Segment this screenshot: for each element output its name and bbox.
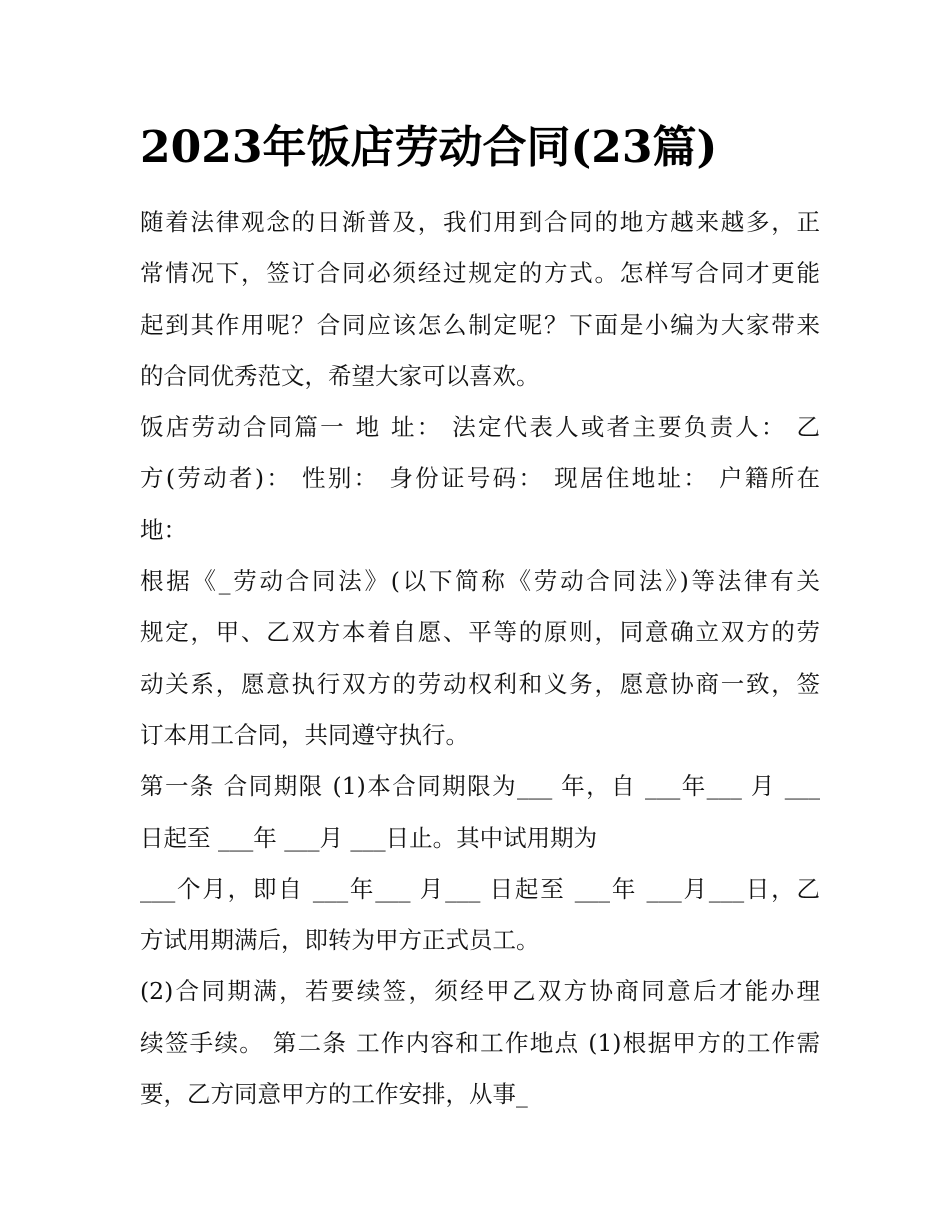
- paragraph-line: (2)合同期满，若要续签，须经甲乙双方协商同意后才能办理: [140, 977, 820, 1006]
- paragraph-line: 常情况下，签订合同必须经过规定的方式。怎样写合同才更能: [140, 259, 820, 288]
- paragraph-line: 要，乙方同意甲方的工作安排，从事_: [140, 1080, 528, 1109]
- paragraph-line: 起到其作用呢？合同应该怎么制定呢？下面是小编为大家带来: [140, 310, 820, 339]
- paragraph-line: 根据《_劳动合同法》(以下简称《劳动合同法》)等法律有关: [140, 567, 820, 596]
- paragraph-line: 日起至 ___年 ___月 ___日止。其中试用期为: [140, 823, 598, 852]
- paragraph-line: 随着法律观念的日渐普及，我们用到合同的地方越来越多，正: [140, 208, 820, 236]
- paragraph-line: 规定，甲、乙双方本着自愿、平等的原则，同意确立双方的劳: [140, 618, 820, 647]
- paragraph-line: 的合同优秀范文，希望大家可以喜欢。: [140, 361, 540, 390]
- paragraph-line: 订本用工合同，共同遵守执行。: [140, 720, 469, 749]
- paragraph-line: ___个月，即自 ___年___ 月___ 日起至 ___年 ___月___日，乙: [140, 874, 820, 903]
- paragraph-line: 方试用期满后，即转为甲方正式员工。: [140, 926, 540, 955]
- paragraph-line: 续签手续。 第二条 工作内容和工作地点 (1)根据甲方的工作需: [140, 1028, 820, 1057]
- paragraph-line: 方(劳动者)： 性别： 身份证号码： 现居住地址： 户籍所在: [140, 464, 820, 493]
- document-body: [140, 197, 820, 1120]
- paragraph-line: 饭店劳动合同篇一 地 址： 法定代表人或者主要负责人： 乙: [140, 413, 820, 442]
- paragraph-line: 动关系，愿意执行双方的劳动权利和义务，愿意协商一致，签: [140, 669, 820, 698]
- paragraph-line: 第一条 合同期限 (1)本合同期限为___ 年，自 ___年___ 月 ___: [140, 772, 820, 801]
- paragraph-line: 地：: [140, 515, 187, 544]
- document-title: 2023年饭店劳动合同(23篇): [140, 122, 718, 173]
